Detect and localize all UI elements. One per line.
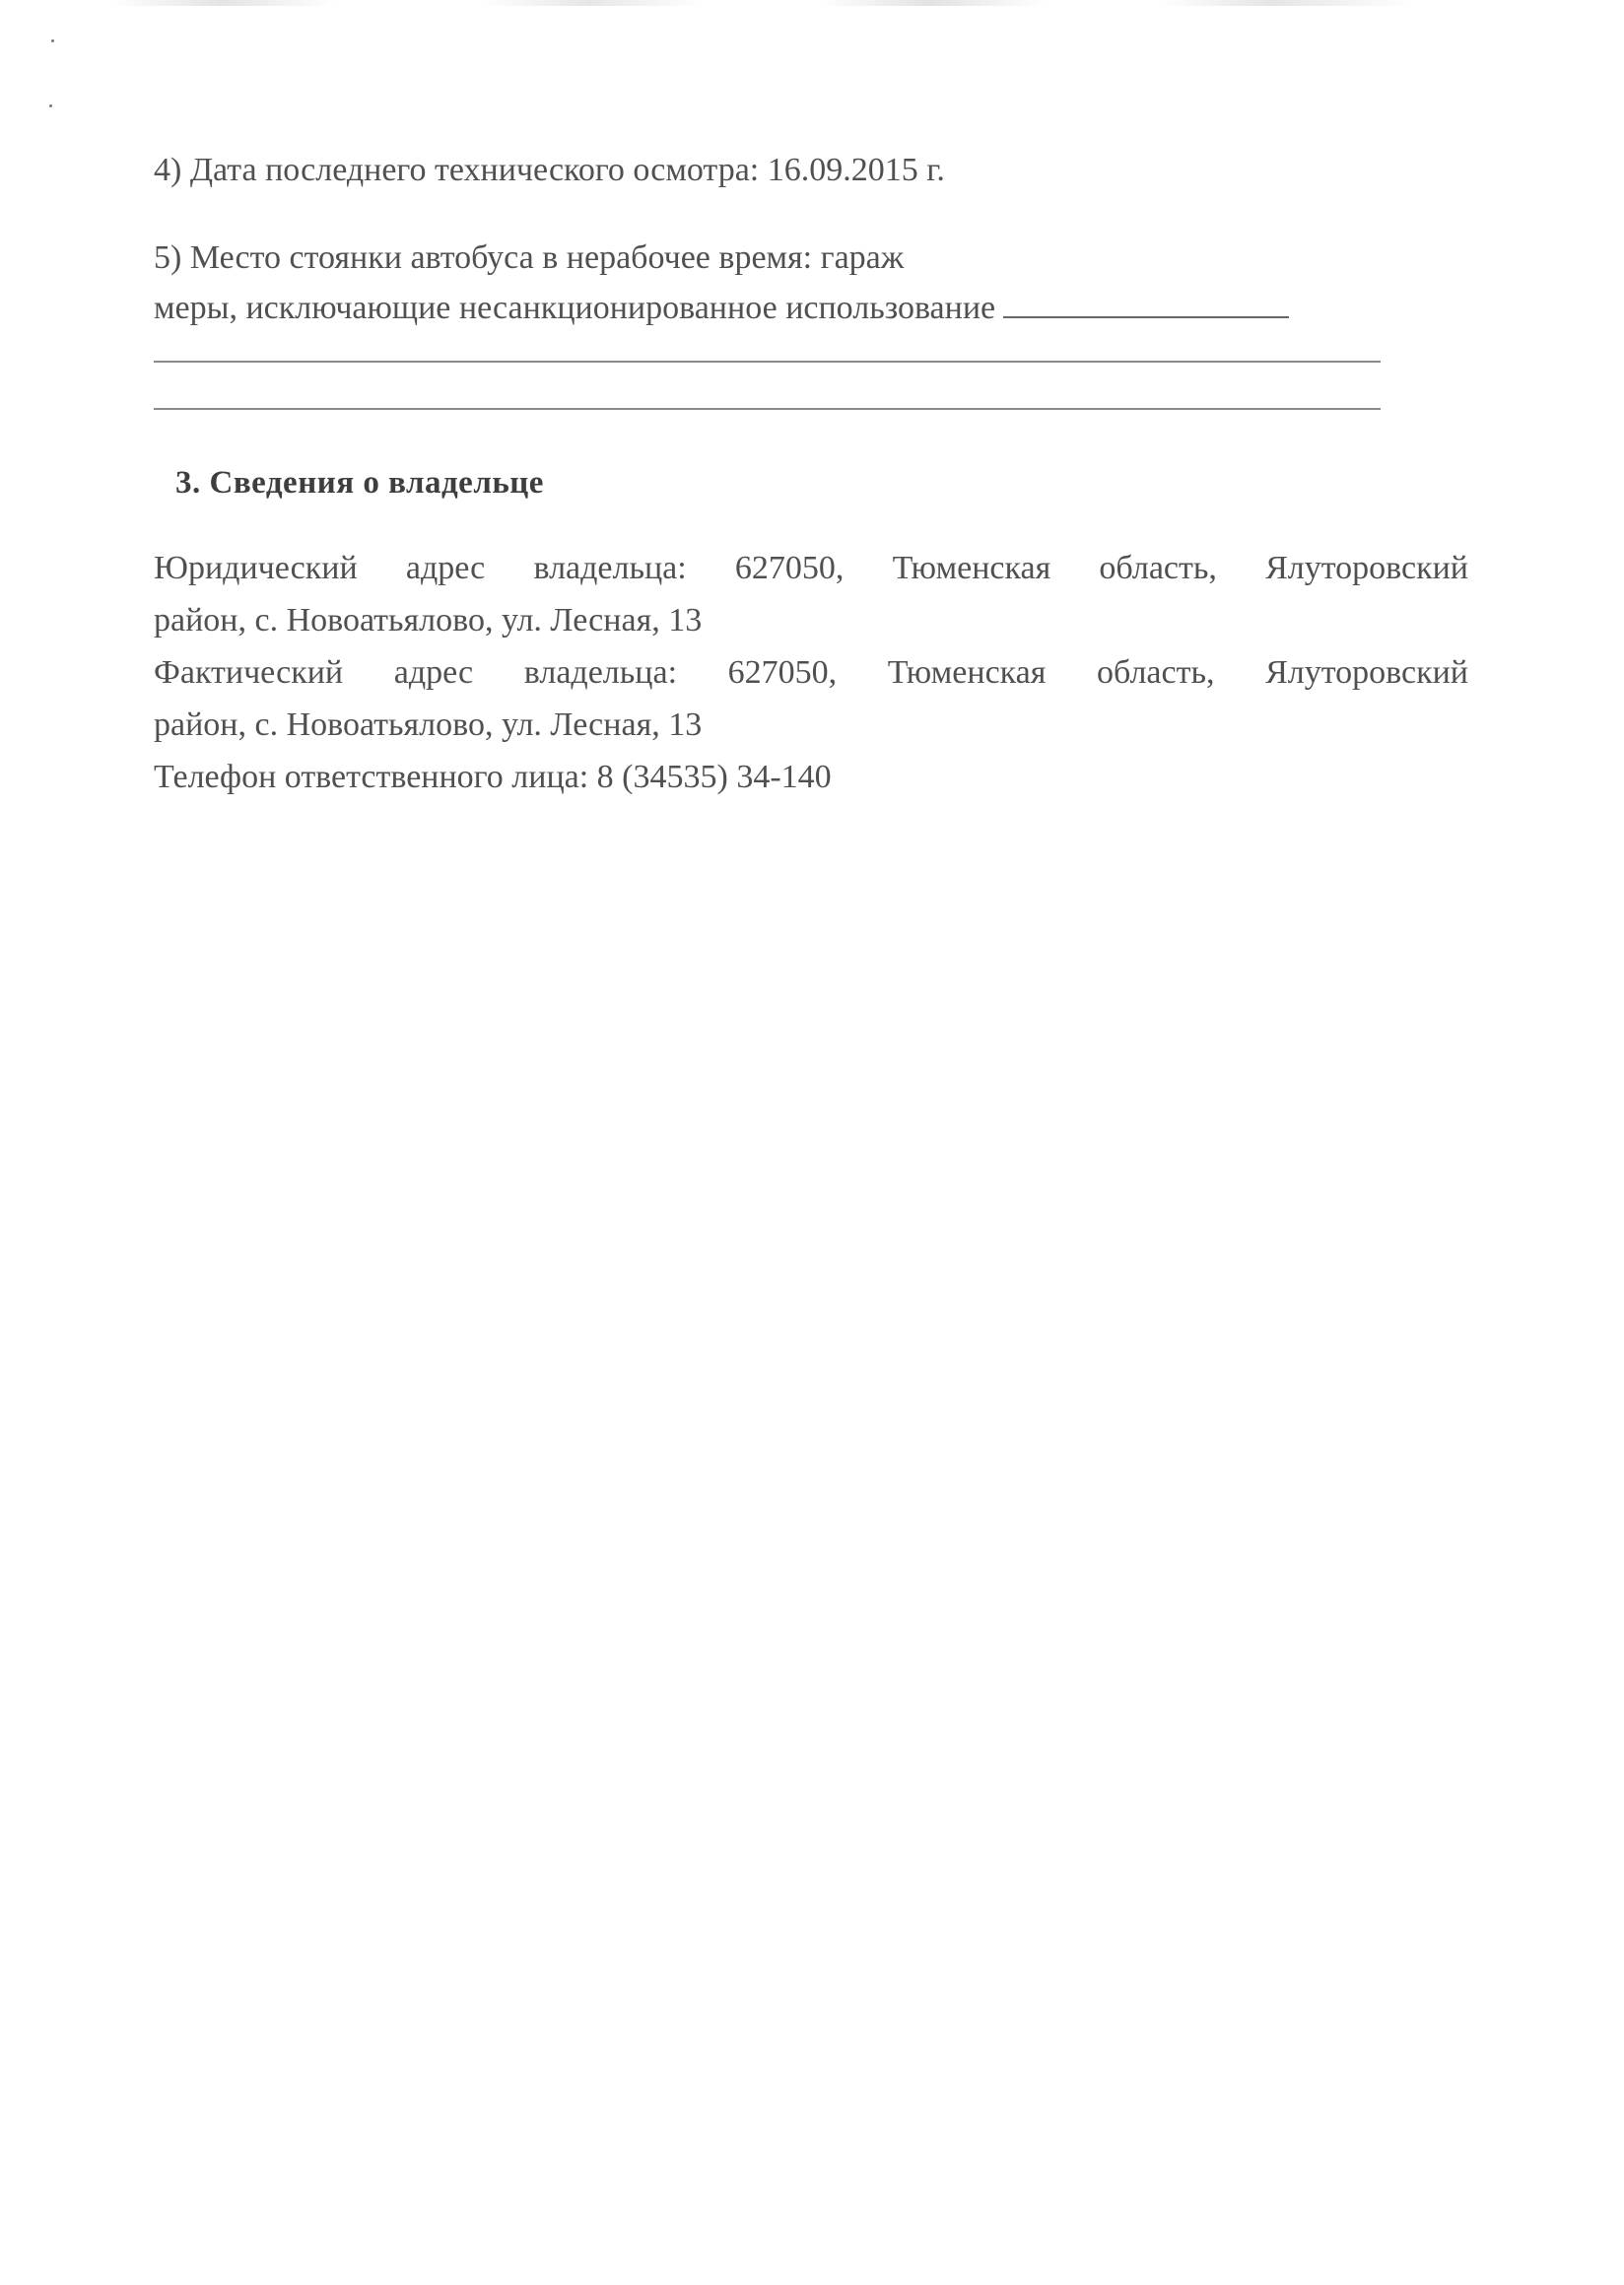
scan-speck [49, 104, 52, 107]
actual-address-line-2: район, с. Новоатьялово, ул. Лесная, 13 [154, 706, 703, 743]
item-4-inspection-date: 4) Дата последнего технического осмотра: 16.09.2015 г. [154, 152, 945, 188]
item-5-parking-place: 5) Место стоянки автобуса в нерабочее время: гараж [154, 239, 905, 276]
item-5-measures-text: меры, исключающие несанкционированное использование [154, 290, 996, 326]
actual-address-line-1: Фактический адрес владельца: 627050, Тюменская область, Ялуторовский [154, 654, 1468, 691]
legal-address-line-1: Юридический адрес владельца: 627050, Тюменская область, Ялуторовский [154, 550, 1468, 586]
blank-underline [1003, 287, 1289, 318]
item-5-measures-line [154, 287, 1289, 325]
scan-artifact [108, 0, 1527, 6]
scan-speck [51, 39, 54, 42]
blank-rule [154, 361, 1381, 363]
blank-rule [154, 408, 1381, 410]
section-3-heading: 3. Сведения о владельце [175, 465, 544, 501]
responsible-phone: Телефон ответственного лица: 8 (34535) 34-140 [154, 759, 832, 795]
legal-address-line-2: район, с. Новоатьялово, ул. Лесная, 13 [154, 602, 703, 638]
